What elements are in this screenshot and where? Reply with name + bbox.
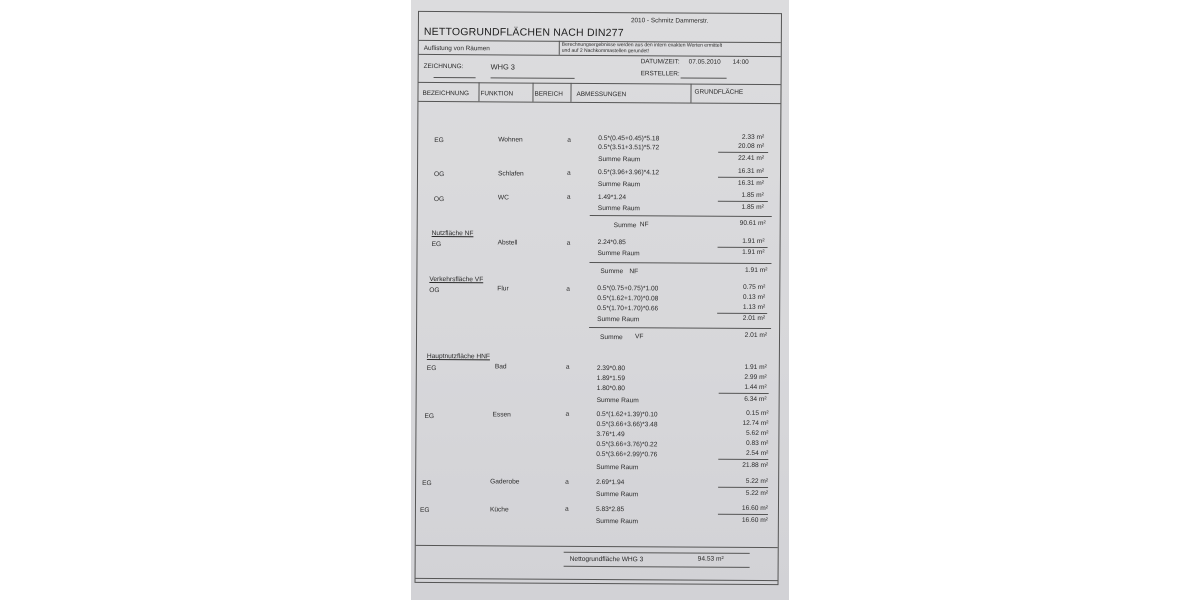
room-sum-value: 21.88 m² [742,461,769,470]
room-sum-label: Summe Raum [595,517,639,526]
area-value: 1.13 m² [742,303,766,312]
col-bereich: BEREICH [534,90,563,98]
divider [589,262,771,264]
divider [532,83,533,102]
room-sum-value: 5.22 m² [745,489,769,498]
section-sum-value: 90.61 m² [739,219,766,228]
area-value: 5.22 m² [745,477,769,486]
room-sum-label: Summe Raum [597,315,640,324]
room-area-code: a [565,478,569,486]
room-sum-value: 16.31 m² [737,179,764,188]
sum-line [718,152,768,153]
datum-label: DATUM/ZEIT: [640,58,680,66]
room-sum-value: 22.41 m² [738,154,765,163]
rounding-note [562,42,722,55]
area-value: 1.44 m² [744,383,767,392]
room-function: Wohnen [498,136,523,144]
underline [491,77,575,79]
room-area-code: a [565,363,570,371]
col-funktion: FUNKTION [480,90,514,98]
dimension: 0.5*(1.62+1.70)*0.08 [597,294,659,303]
sum-line [718,177,768,178]
room-level: EG [434,136,444,145]
area-value: 16.60 m² [741,504,768,513]
area-value: 1.85 m² [741,191,764,200]
room-sum-label: Summe Raum [596,490,639,499]
section-title-vf: Verkehrsfläche VF [429,275,484,284]
divider [419,82,781,85]
room-sum-value: 16.60 m² [741,516,768,525]
divider [478,82,479,101]
dimension: 0.5*(1.70+1.70)*0.66 [597,304,659,313]
dimension: 0.5*(3.96+3.96)*4.12 [597,168,660,177]
room-sum-value: 2.01 m² [742,314,766,323]
room-level: EG [426,364,437,373]
divider [559,41,560,55]
area-value: 5.62 m² [746,429,769,438]
room-level: EG [431,240,442,249]
room-sum-label: Summe Raum [596,463,639,472]
room-level: OG [433,170,445,179]
area-value: 12.74 m² [742,419,769,428]
sum-line [718,459,768,460]
project-name: 2010 - Schmitz Dammerstr. [630,17,709,25]
section-sum-code: NF [629,268,639,276]
room-function: Gaderobe [490,478,520,486]
dimension: 0.5*(3.66+3.76)*0.22 [596,440,658,449]
sum-line [718,201,768,202]
page-title: NETTOGRUNDFLÄCHEN NACH DIN277 [423,25,624,40]
area-calculation-sheet [415,11,782,585]
divider [690,84,691,103]
divider [564,552,750,554]
col-abmessungen: ABMESSUNGEN [576,90,627,99]
room-level: EG [419,506,430,514]
divider [589,327,771,329]
area-value: 2.33 m² [741,133,765,142]
dimension: 2.69*1.94 [596,478,625,487]
room-area-code: a [567,136,571,144]
dimension: 1.89*1.59 [596,374,626,383]
area-value: 1.91 m² [744,363,767,372]
room-area-code: a [566,169,571,177]
dimension: 1.80*0.80 [596,384,625,393]
sum-line [719,393,769,394]
room-function: Abstell [497,239,518,247]
ersteller-label: ERSTELLER: [640,70,680,78]
dimension: 0.5*(0.75+0.75)*1.00 [597,284,659,293]
dimension: 0.5*(1.62+1.39)*0.10 [596,410,658,419]
room-area-code: a [564,505,569,513]
room-sum-label: Summe Raum [598,155,641,164]
room-level: OG [429,286,440,295]
area-value: 0.75 m² [742,283,766,292]
room-sum-label: Summe Raum [596,396,639,405]
room-sum-label: Summe Raum [597,204,640,213]
room-area-code: a [566,239,571,247]
divider [416,578,778,581]
col-grundflaeche: GRUNDFLÄCHE [694,88,744,96]
dimension: 1.49*1.24 [597,193,627,202]
area-value: 2.99 m² [744,373,767,382]
room-sum-label: Summe Raum [597,249,640,258]
section-sum-value: 2.01 m² [744,331,768,340]
section-title-nf: Nutzfläche NF [431,229,474,238]
rounding-note-line: und auf 2 Nachkommastellen gerundet! [561,47,650,55]
area-value: 2.54 m² [745,449,769,458]
area-value: 0.15 m² [746,409,769,418]
room-level: EG [422,479,432,487]
col-bezeichnung: BEZEICHNUNG [422,89,470,98]
subtitle: Auflistung von Räumen [423,44,490,53]
area-value: 1.91 m² [742,237,765,246]
section-sum-code: NF [639,221,649,229]
room-sum-value: 1.85 m² [741,203,764,212]
room-function: Küche [489,506,509,514]
room-sum-label: Summe Raum [597,180,641,189]
section-sum-value: 1.91 m² [745,266,768,275]
zeichnung-label: ZEICHNUNG: [423,62,464,71]
rounding-note-line: Berechnungsergebnisse werden aus den intern exakten Werten ermittelt [561,41,723,49]
room-level: OG [433,195,445,204]
divider [416,545,778,548]
area-value: 0.13 m² [742,293,766,302]
section-sum-code: VF [634,333,644,341]
section-sum-label: Summe [600,268,624,276]
dimension: 2.39*0.80 [596,364,626,373]
divider [590,215,772,217]
room-function: Schlafen [497,170,524,178]
divider [419,54,781,57]
room-sum-value: 1.91 m² [742,248,765,257]
net-total-label: Nettogrundfläche WHG 3 [569,555,644,564]
area-value: 0.83 m² [745,439,769,448]
divider [564,566,750,568]
room-function: Essen [492,411,511,419]
area-value: 20.08 m² [738,142,765,151]
underline [434,77,476,78]
room-function: Flur [497,285,509,293]
dimension: 0.5*(3.66+2.99)*0.76 [596,450,658,459]
zeichnung-value: WHG 3 [490,62,515,72]
section-sum-label: Summe [599,334,623,342]
room-function: Bad [494,363,507,371]
room-area-code: a [565,410,570,418]
datum-value: 07.05.2010 [688,58,721,66]
section-sum-label: Summe [613,222,637,230]
dimension: 0.5*(3.51+3.51)*5.72 [598,143,660,152]
dimension: 0.5*(0.45+0.45)*5.18 [598,134,660,143]
dimension: 5.83*2.85 [595,505,625,514]
net-total-value: 94.53 m² [697,555,724,563]
divider [570,83,571,102]
room-area-code: a [566,193,571,201]
dimension: 0.5*(3.66+3.66)*3.48 [596,420,658,429]
section-title-hnf: Hauptnutzfläche HNF [426,352,490,361]
dimension: 3.76*1.49 [596,430,625,439]
divider [418,101,780,104]
dimension: 2.24*0.85 [597,238,626,247]
zeit-value: 14:00 [732,58,749,66]
room-area-code: a [566,285,570,293]
room-sum-value: 6.34 m² [744,395,767,404]
sum-line [718,487,768,488]
underline [681,77,727,78]
sum-line [718,514,768,515]
room-level: EG [424,412,435,420]
area-value: 16.31 m² [737,167,765,176]
room-function: WC [497,194,509,202]
